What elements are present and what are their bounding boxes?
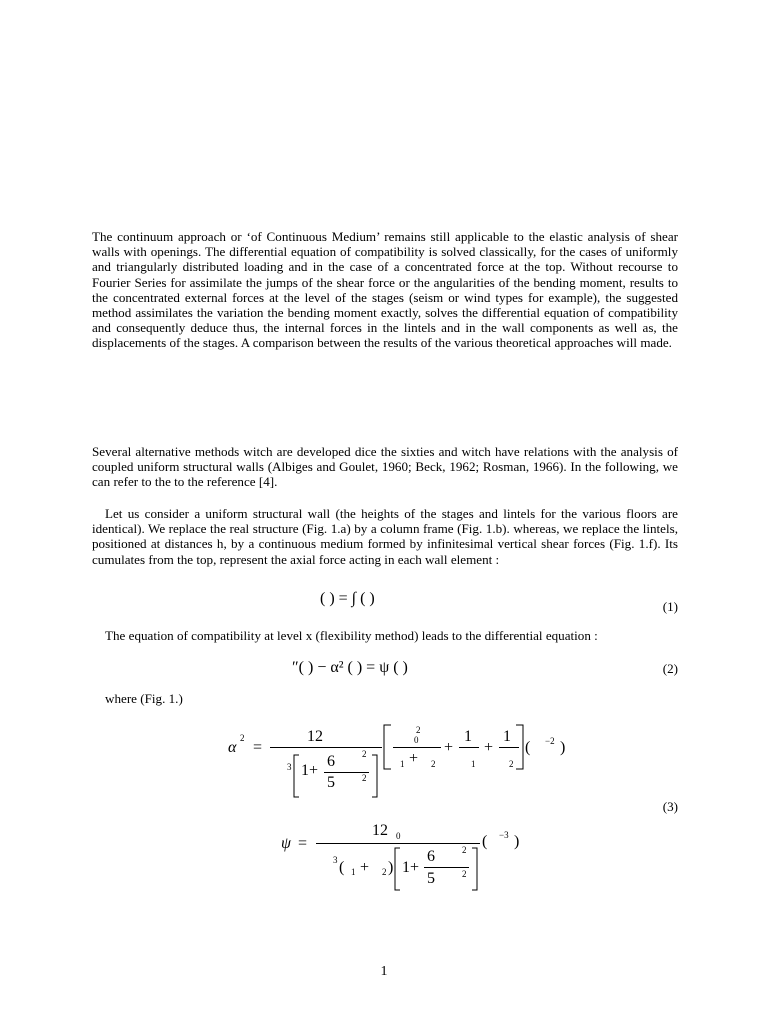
equation-2-number: (2) — [662, 661, 678, 676]
eq3-unit-close: ) — [560, 739, 566, 756]
intro-paragraph: Several alternative methods witch are developed dice the sixties and witch have relations with the analysis of coupled uniform structural walls (Albiges and Goulet, 1960; Beck, 1962; Rosman, 1966). In the following, we can refer to the to the reference [4]. — [92, 444, 678, 490]
eq4-denom-inner-bar — [424, 867, 469, 868]
eq4-denom-one: 1+ — [402, 859, 420, 876]
eq3-denom-sub2: 2 — [362, 773, 367, 783]
eq4-denom-six: 6 — [427, 848, 435, 865]
equation-1-number: (1) — [662, 599, 678, 614]
eq3-term2-sub1: 1 — [471, 759, 476, 769]
eq3-unit-exp: −2 — [545, 736, 555, 746]
equation-1: ( ) = ∫ ( ) — [320, 590, 375, 607]
eq4-denom-plus: + — [360, 859, 370, 876]
eq3-term1-sub0: 0 — [414, 735, 419, 745]
abstract-paragraph: The continuum approach or ‘of Continuous Medium’ remains still applicable to the elastic analysis of shear walls with openings. The differential equation of compatibility is solved classically, for the cases of uniformly and triangularly distributed loading and in the case of a concentrated force at the top. Without recourse to Fourier Series for assimilate the jumps of the shear force or the angularities of the bending moment, results to the concentrated external forces at the level of the stages (seism or wind types for example), the suggested method assimilates the variation the bending moment exactly, solves the differential equation of compatibility and consequently deduce thus, the internal forces in the lintels and in the wall components as well as, the displacements of the stages. A comparison between the results of the various theoretical approaches will made. — [92, 229, 678, 351]
eq3-denom-six: 6 — [327, 753, 335, 770]
eq4-fraction-bar — [316, 843, 480, 844]
compatibility-sentence: The equation of compatibility at level x (flexibility method) leads to the differential equation : — [105, 628, 598, 643]
eq3-fraction-bar — [270, 747, 382, 748]
equation-3-number: (3) — [662, 799, 678, 814]
eq3-big-right-bracket — [515, 724, 525, 770]
eq4-denom-sub1: 1 — [351, 867, 356, 877]
eq4-equals: = — [298, 835, 308, 852]
eq4-unit-exp: −3 — [499, 830, 509, 840]
eq3-denom-sup2: 2 — [362, 749, 367, 759]
eq3-plus-1: + — [444, 739, 454, 756]
eq3-denom-one: 1+ — [301, 762, 319, 779]
eq3-term1-sub2: 2 — [431, 759, 436, 769]
eq3-alpha-exp: 2 — [240, 733, 245, 743]
eq3-equals: = — [253, 739, 263, 756]
eq4-denom-left-bracket — [394, 847, 402, 891]
equation-2: ″( ) − α² ( ) = ψ ( ) — [292, 659, 408, 676]
eq3-alpha: α — [228, 739, 237, 756]
eq3-unit-open: ( — [525, 739, 531, 756]
uniform-wall-paragraph: Let us consider a uniform structural wall (the heights of the stages and lintels for the various floors are identical). We replace the real structure (Fig. 1.a) by a column frame (Fig. 1.b). whereas, we replace the lintels, positioned at distances h, by a continuous medium formed by infinitesimal vertical shear forces (Fig. 1.f). Its cumulates from the top, represent the axial force acting in each wall element : — [92, 506, 678, 567]
where-label: where (Fig. 1.) — [105, 691, 183, 706]
eq3-term1-sub1: 1 — [400, 759, 405, 769]
eq3-term3-one: 1 — [503, 728, 511, 745]
eq4-unit-open: ( — [482, 833, 488, 850]
eq3-denom-five: 5 — [327, 774, 335, 791]
eq4-denom-right-bracket — [471, 847, 479, 891]
eq4-denom-cube: 3 — [333, 855, 338, 865]
eq4-denom-sub2b: 2 — [462, 869, 467, 879]
eq4-numerator: 12 — [372, 822, 388, 839]
eq4-denom-close: ) — [388, 859, 394, 876]
page-number: 1 — [380, 964, 388, 979]
eq3-denom-cube: 3 — [287, 762, 292, 772]
eq3-term1-bar — [393, 747, 441, 748]
eq3-term2-bar — [459, 747, 479, 748]
eq3-term2-one: 1 — [464, 728, 472, 745]
eq4-denom-five: 5 — [427, 870, 435, 887]
eq4-denom-open: ( — [339, 859, 345, 876]
eq3-denom-right-bracket — [371, 754, 379, 798]
eq4-denom-sub2: 2 — [382, 867, 387, 877]
eq3-term3-sub2: 2 — [509, 759, 514, 769]
eq3-term1-sup2: 2 — [416, 725, 421, 735]
eq3-big-left-bracket — [383, 724, 393, 770]
eq4-num-sub0: 0 — [396, 831, 401, 841]
eq4-psi: ψ — [281, 835, 291, 852]
eq3-denom-left-bracket — [293, 754, 301, 798]
eq3-plus-2: + — [484, 739, 494, 756]
eq4-denom-sup2: 2 — [462, 845, 467, 855]
eq4-unit-close: ) — [514, 833, 520, 850]
eq3-numerator: 12 — [307, 728, 323, 745]
eq3-term1-plus: + — [409, 750, 419, 767]
